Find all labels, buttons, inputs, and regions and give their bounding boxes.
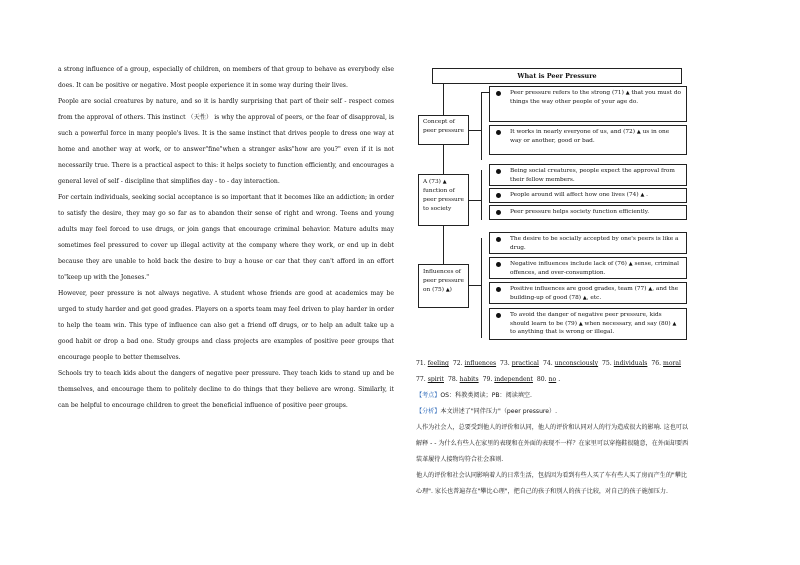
- bullet-icon: [496, 130, 501, 135]
- function-label: A (73) ▲ function of peer pressure to society: [418, 174, 469, 226]
- paragraph-4: However, peer pressure is not always negative. A student whose friends are good at academics may be urged to study harder and get good grades. Players on a sports team may feel driven to play harder in order to help the team win. This type of influence can also get a friend off drugs, or to help an adult take up a good habit or drop a bad one. Study groups and class projects are examples of positive peer groups that encourage people to better themselves.: [58, 290, 394, 361]
- bullet-icon: [496, 193, 501, 198]
- bullet-icon: [496, 313, 501, 318]
- function-item-3: Peer pressure helps society function efficiently.: [489, 205, 687, 220]
- kaodian-note: 【考点】OS：科教类阅读；PB：阅读填空.: [416, 392, 532, 399]
- influence-item-1: The desire to be socially accepted by one's peers is like a drug.: [489, 232, 687, 254]
- concept-item-1: Peer pressure refers to the strong (71) ▲ that you must do things the way other people of your age do.: [489, 86, 687, 122]
- passage-column: [58, 62, 394, 414]
- paragraph-2: People are social creatures by nature, and so it is hardly surprising that part of their self - respect comes from the approval of others. This instinct （天性） is why the approval of peers, or the fear of disapproval, is such a powerful force in many people's lives. It is the same instinct that drives people to dress one way at home and another way at work, or to answer"fine"when a stranger asks"how are you?" even if it is not necessarily true. There is a practical aspect to this: it helps society to function efficiently, and encourages a general level of self - discipline that simplifies day - to - day interaction.: [58, 98, 394, 185]
- paragraph-5: Schools try to teach kids about the dangers of negative peer pressure. They teach kids to stand up and be themselves, and encourage them to politely decline to do things that they believe are wrong. Similarly, it can be helpful to encourage children to greet the beneficial influence of positive peer groups.: [58, 370, 394, 409]
- concept-label: Concept of peer pressure: [418, 115, 469, 145]
- influence-item-3: Positive influences are good grades, team (77) ▲, and the building-up of good (78) ▲, etc.: [489, 282, 687, 304]
- diagram-title: What is Peer Pressure: [432, 68, 682, 84]
- influence-item-4: To avoid the danger of negative peer pressure, kids should learn to be (79) ▲ when necessary, and say (80) ▲ to anything that is wrong or illegal.: [489, 308, 687, 340]
- chinese-paragraph-1: 人作为社会人，总要受到他人的评价和认同，他人的评价和认同对人的行为造成很大的影响. 这也可以解释 - - 为什么有些人在家里的表现和在外面的表现不一样？在家里可以穿拖鞋很随意，在外面却要西装革履待人接物均符合社会准则.: [416, 424, 689, 463]
- answer-column: [416, 60, 690, 500]
- bullet-icon: [496, 237, 501, 242]
- concept-item-2: It works in nearly everyone of us, and (72) ▲ us in one way or another, good or bad.: [489, 125, 687, 155]
- fenxi-note: 【分析】本文讲述了"同伴压力"（peer pressure）.: [416, 408, 558, 415]
- paragraph-1: a strong influence of a group, especially of children, on members of that group to behave as everybody else does. It can be positive or negative. Most people experience it in some way during their lives.: [58, 66, 394, 89]
- paragraph-3: For certain individuals, seeking social acceptance is so important that it becomes like an addiction; in order to satisfy the desire, they may go so far as to abandon their sense of right and wrong. Teens and young adults may feel forced to use drugs, or join gangs that encourage criminal behavior. Mature adults may sometimes feel pressured to cover up illegal activity at the company where they work, or end up in debt because they are unable to hold back the desire to buy a house or car that they can't afford in an effort to"keep up with the Joneses.": [58, 194, 394, 281]
- peer-pressure-diagram: [416, 60, 690, 350]
- bullet-icon: [496, 262, 501, 267]
- chinese-paragraph-2: 他人的评价和社会认同影响着人的日常生活，包括因为看到有些人买了车有些人买了房而产生的"攀比心理". 家长也普遍存在"攀比心理"，把自己的孩子和别人的孩子比较，对自己的孩子施加压力.: [416, 472, 687, 495]
- bullet-icon: [496, 169, 501, 174]
- bullet-icon: [496, 91, 501, 96]
- influence-item-2: Negative influences include lack of (76) ▲ sense, criminal offences, and over-consumption.: [489, 257, 687, 279]
- influence-label: Influences of peer pressure on (75) ▲): [418, 264, 469, 308]
- bullet-icon: [496, 210, 501, 215]
- answer-line-1: 71. feeling 72. influences 73. practical 74. unconsciously 75. individuals 76. moral: [416, 360, 681, 367]
- answer-line-2: 77. spirit 78. habits 79. independent 80. no .: [416, 376, 561, 383]
- function-item-2: People around will affect how one lives (74) ▲ .: [489, 188, 687, 203]
- bullet-icon: [496, 287, 501, 292]
- answer-key: [416, 356, 690, 500]
- function-item-1: Being social creatures, people expect the approval from their fellow members.: [489, 164, 687, 186]
